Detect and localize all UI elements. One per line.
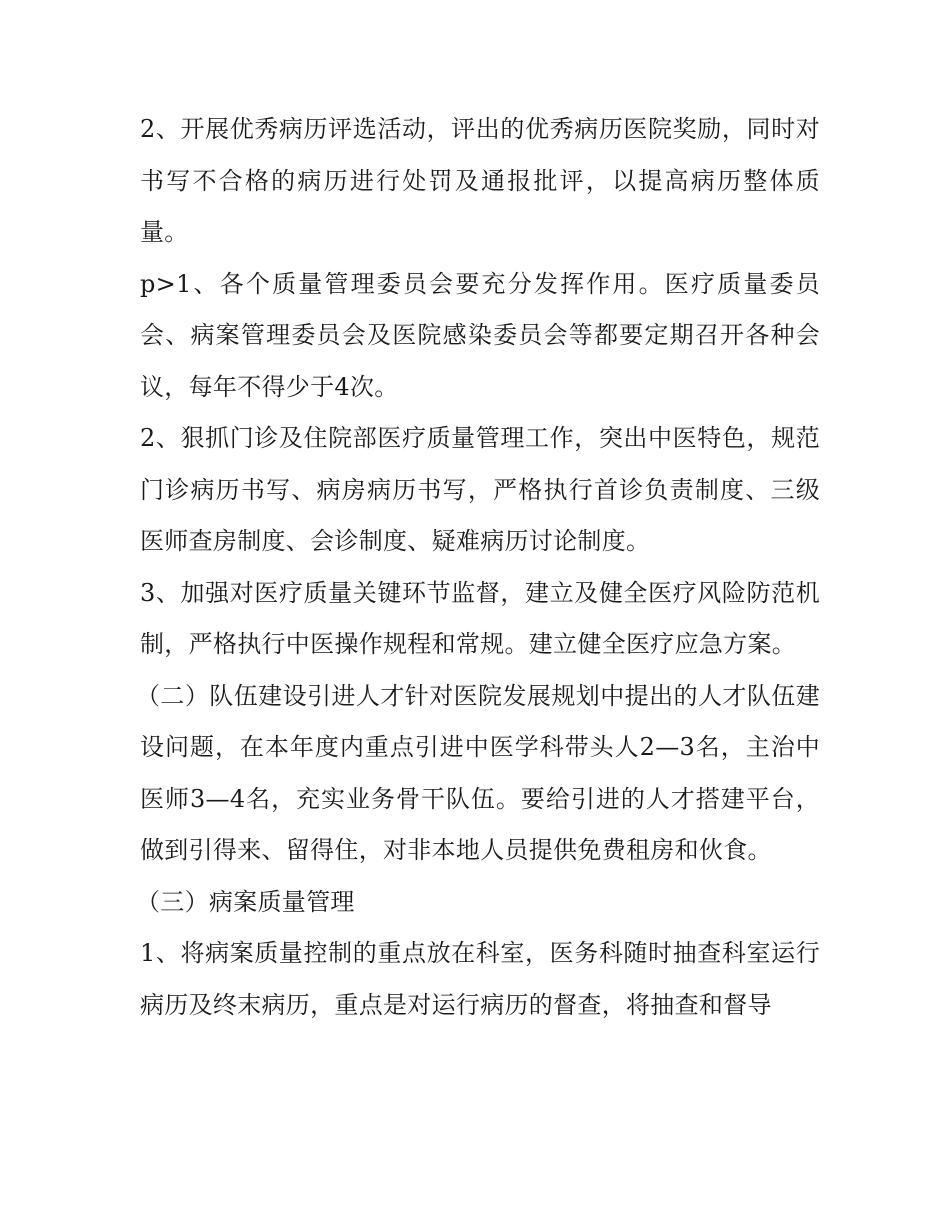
- paragraph-quality-committees: p>1、各个质量管理委员会要充分发挥作用。医疗质量委员会、病案管理委员会及医院感染委员会等都要定期召开各种会议，每年不得少于4次。: [140, 269, 820, 401]
- paragraph-case-quality-control: 1、将病案质量控制的重点放在科室，医务科随时抽查科室运行病历及终末病历，重点是对运行病历的督查，将抽查和督导: [140, 939, 820, 1019]
- paragraph-key-link-supervision: 3、加强对医疗质量关键环节监督，建立及健全医疗风险防范机制，严格执行中医操作规程和常规。建立健全医疗应急方案。: [140, 578, 820, 658]
- paragraph-team-building: （二）队伍建设引进人才针对医院发展规划中提出的人才队伍建设问题，在本年度内重点引进中医学科带头人2—3名，主治中医师3—4名，充实业务骨干队伍。要给引进的人才搭建平台，做到引得来、留得住，对非本地人员提供免费租房和伙食。: [136, 681, 820, 864]
- paragraph-outpatient-inpatient-management: 2、狠抓门诊及住院部医疗质量管理工作，突出中医特色，规范门诊病历书写、病房病历书写，严格执行首诊负责制度、三级医师查房制度、会诊制度、疑难病历讨论制度。: [140, 424, 820, 555]
- document-page: [136, 104, 820, 1031]
- paragraph-excellent-records: 2、开展优秀病历评选活动，评出的优秀病历医院奖励，同时对书写不合格的病历进行处罚及通报批评，以提高病历整体质量。: [140, 115, 820, 246]
- section-heading-case-quality: （三）病案质量管理: [136, 887, 355, 916]
